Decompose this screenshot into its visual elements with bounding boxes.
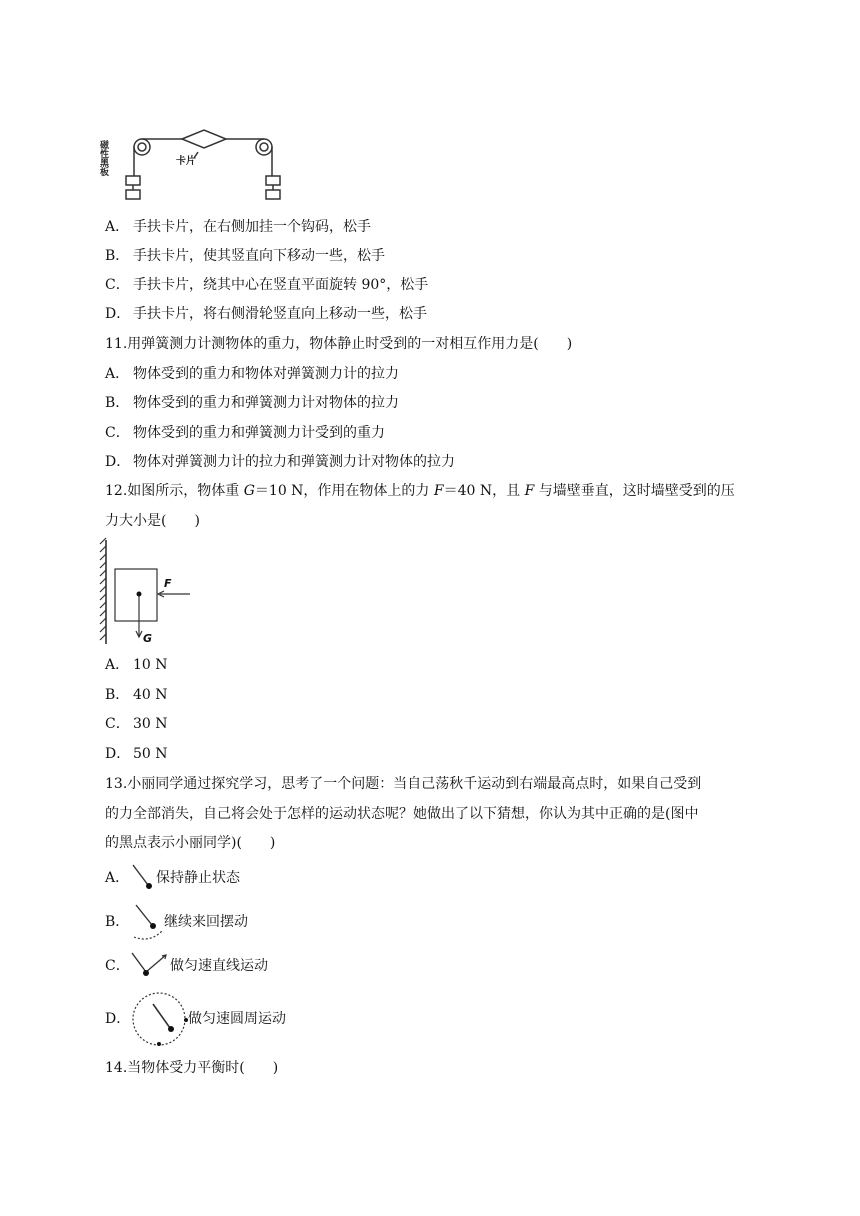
card-label: 卡片 — [176, 156, 196, 167]
q12-figure — [98, 538, 194, 646]
q14-stem: 14.当物体受力平衡时( ) — [105, 1060, 279, 1076]
q13-option-a-text: 保持静止状态 — [156, 870, 240, 886]
q10-option-c: C． 手扶卡片，绕其中心在竖直平面旋转 90°，松手 — [105, 277, 429, 293]
q13-option-b: B． — [105, 914, 130, 930]
q13-option-b-text: 继续来回摆动 — [164, 914, 248, 930]
q13-c-figure — [128, 950, 170, 980]
q10-figure — [98, 126, 282, 208]
q10-option-d: D． 手扶卡片，将右侧滑轮竖直向上移动一些，松手 — [105, 306, 427, 322]
q12-option-a: A． 10 N — [105, 657, 168, 673]
q11-stem: 11.用弹簧测力计测物体的重力，物体静止时受到的一对相互作用力是( ) — [105, 336, 573, 352]
q13-option-d-text: 做匀速圆周运动 — [188, 1011, 286, 1027]
q10-option-a: A． 手扶卡片，在右侧加挂一个钩码，松手 — [105, 219, 371, 235]
q12-stem: 12.如图所示，物体重 G＝10 N，作用在物体上的力 F＝40 N，且 F 与墙壁垂直，这时墙壁受到的压 — [105, 483, 735, 499]
force-f-label: F — [164, 577, 172, 590]
q13-option-d: D． — [105, 1011, 131, 1027]
q11-option-a: A． 物体受到的重力和物体对弹簧测力计的拉力 — [105, 366, 399, 382]
q12-option-d: D． 50 N — [105, 746, 168, 762]
q12-option-c: C． 30 N — [105, 716, 168, 732]
q13-option-c-text: 做匀速直线运动 — [170, 958, 268, 974]
q13-d-figure — [128, 990, 190, 1048]
q12-stem-line2: 力大小是( ) — [105, 513, 200, 529]
q13-stem-line3: 的黑点表示小丽同学)( ) — [105, 835, 276, 851]
q11-option-c: C． 物体受到的重力和弹簧测力计受到的重力 — [105, 425, 385, 441]
board-label-1: 磁性黑板 — [98, 140, 108, 176]
q13-stem-line2: 的力全部消失，自己将会处于怎样的运动状态呢？她做出了以下猜想，你认为其中正确的是(图中 — [105, 806, 699, 822]
q13-a-figure — [130, 862, 156, 892]
q13-option-a: A． — [105, 870, 130, 886]
q10-option-b: B． 手扶卡片，使其竖直向下移动一些，松手 — [105, 248, 385, 264]
q13-b-figure — [130, 903, 166, 945]
q11-option-d: D． 物体对弹簧测力计的拉力和弹簧测力计对物体的拉力 — [105, 454, 455, 470]
weight-g-label: G — [143, 632, 153, 645]
q13-stem-line1: 13.小丽同学通过探究学习，思考了一个问题：当自己荡秋千运动到右端最高点时，如果自己受到 — [105, 776, 702, 792]
q13-option-c: C． — [105, 958, 130, 974]
q12-option-b: B． 40 N — [105, 687, 168, 703]
q11-option-b: B． 物体受到的重力和弹簧测力计对物体的拉力 — [105, 395, 399, 411]
